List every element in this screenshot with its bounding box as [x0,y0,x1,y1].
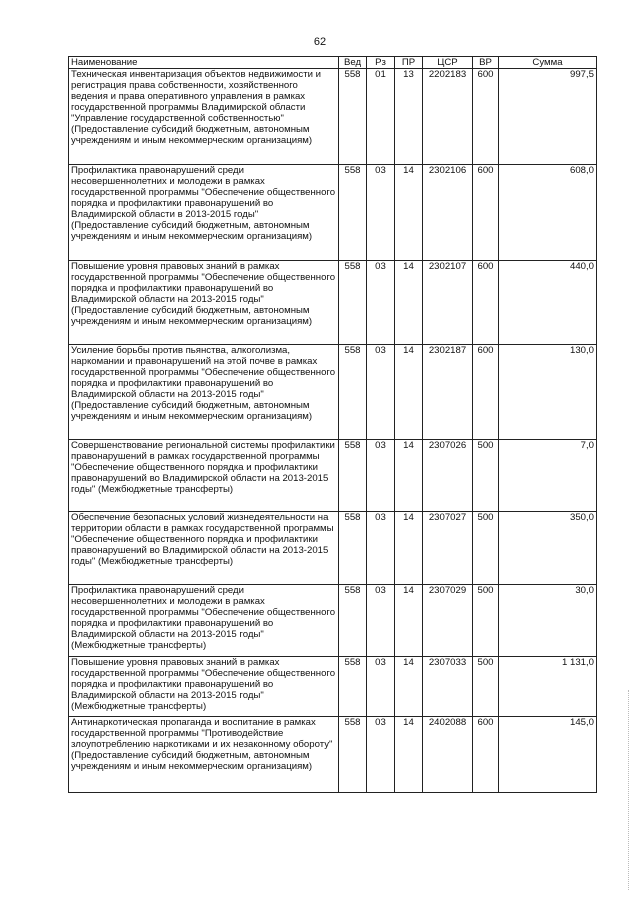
row-name: Техническая инвентаризация объектов недвижимости и регистрация права собственности, хозяйственного ведения и права оперативного управления в рамках государственной программы Владимирской области "Управление государственной собственностью" (Предоставление субсидий бюджетным, автономным учреждениям и иным некоммерческим организациям) [69,69,339,165]
row-pr: 14 [395,165,423,261]
row-name: Повышение уровня правовых знаний в рамках государственной программы "Обеспечение общественного порядка и профилактики правонарушений во Владимирской области на 2013-2015 годы" (Предоставление субсидий бюджетным, автономным учреждениям и иным некоммерческим организациям) [69,261,339,345]
row-pr: 14 [395,512,423,585]
row-name: Повышение уровня правовых знаний в рамках государственной программы "Обеспечение общественного порядка и профилактики правонарушений во Владимирской области на 2013-2015 годы" (Межбюджетные трансферты) [69,657,339,717]
table-row [69,345,597,440]
row-sum: 350,0 [499,512,597,585]
row-name: Усиление борьбы против пьянства, алкоголизма, наркомании и правонарушений на этой почве в рамках государственной программы "Обеспечение общественного порядка и профилактики правонарушений во Владимирской области на 2013-2015 годы" (Предоставление субсидий бюджетным, автономным учреждениям и иным некоммерческим организациям) [69,345,339,440]
header-sum: Сумма [499,57,597,69]
row-csr: 2307033 [423,657,473,717]
row-rz: 03 [367,585,395,657]
row-vr: 600 [473,717,499,793]
row-ved: 558 [339,261,367,345]
row-sum: 7,0 [499,440,597,512]
row-name: Профилактика правонарушений среди несовершеннолетних и молодежи в рамках государственной программы "Обеспечение общественного порядка и профилактики правонарушений во Владимирской области в 2013-2015 годы" (Предоставление субсидий бюджетным, автономным учреждениям и иным некоммерческим организациям) [69,165,339,261]
row-ved: 558 [339,165,367,261]
row-vr: 600 [473,69,499,165]
row-ved: 558 [339,440,367,512]
row-ved: 558 [339,345,367,440]
row-sum: 30,0 [499,585,597,657]
table-row [69,512,597,585]
row-pr: 14 [395,440,423,512]
row-pr: 13 [395,69,423,165]
row-sum: 440,0 [499,261,597,345]
table-row [69,440,597,512]
row-pr: 14 [395,657,423,717]
table-row [69,717,597,793]
row-ved: 558 [339,512,367,585]
row-csr: 2302107 [423,261,473,345]
row-rz: 03 [367,657,395,717]
row-name: Обеспечение безопасных условий жизнедеятельности на территории области в рамках государственной программы "Обеспечение общественного порядка и профилактики правонарушений во Владимирской области на 2013-2015 годы" (Межбюджетные трансферты) [69,512,339,585]
page-number: 62 [313,36,327,48]
header-vr: ВР [473,57,499,69]
table-row [69,657,597,717]
header-pr: ПР [395,57,423,69]
row-sum: 130,0 [499,345,597,440]
row-name: Совершенствование региональной системы профилактики правонарушений в рамках государственной программы "Обеспечение общественного порядка и профилактики правонарушений во Владимирской области на 2013-2015 годы" (Межбюджетные трансферты) [69,440,339,512]
table-row [69,165,597,261]
row-rz: 01 [367,69,395,165]
row-rz: 03 [367,717,395,793]
row-csr: 2307029 [423,585,473,657]
row-sum: 145,0 [499,717,597,793]
row-vr: 600 [473,345,499,440]
row-rz: 03 [367,440,395,512]
table-row [69,261,597,345]
row-pr: 14 [395,717,423,793]
row-vr: 600 [473,261,499,345]
row-name: Антинаркотическая пропаганда и воспитание в рамках государственной программы "Противодействие злоупотреблению наркотиками и их незаконному обороту" (Предоставление субсидий бюджетным, автономным учреждениям и иным некоммерческим организациям) [69,717,339,793]
row-pr: 14 [395,261,423,345]
row-csr: 2402088 [423,717,473,793]
row-sum: 997,5 [499,69,597,165]
row-vr: 600 [473,165,499,261]
row-ved: 558 [339,585,367,657]
row-vr: 500 [473,440,499,512]
row-rz: 03 [367,345,395,440]
header-name: Наименование [69,57,339,69]
table-row [69,69,597,165]
row-csr: 2302187 [423,345,473,440]
scan-artifact [628,690,632,890]
row-rz: 03 [367,261,395,345]
row-csr: 2302106 [423,165,473,261]
row-pr: 14 [395,585,423,657]
row-ved: 558 [339,717,367,793]
row-csr: 2307027 [423,512,473,585]
table-header-row [69,57,597,69]
table-row [69,585,597,657]
row-vr: 500 [473,585,499,657]
row-csr: 2202183 [423,69,473,165]
row-sum: 608,0 [499,165,597,261]
row-vr: 500 [473,512,499,585]
row-rz: 03 [367,165,395,261]
row-vr: 500 [473,657,499,717]
row-sum: 1 131,0 [499,657,597,717]
row-name: Профилактика правонарушений среди несовершеннолетних и молодежи в рамках государственной программы "Обеспечение общественного порядка и профилактики правонарушений во Владимирской области на 2013-2015 годы" (Межбюджетные трансферты) [69,585,339,657]
budget-table [68,56,597,793]
row-pr: 14 [395,345,423,440]
row-ved: 558 [339,657,367,717]
header-rz: Рз [367,57,395,69]
header-csr: ЦСР [423,57,473,69]
header-ved: Вед [339,57,367,69]
row-csr: 2307026 [423,440,473,512]
row-rz: 03 [367,512,395,585]
row-ved: 558 [339,69,367,165]
